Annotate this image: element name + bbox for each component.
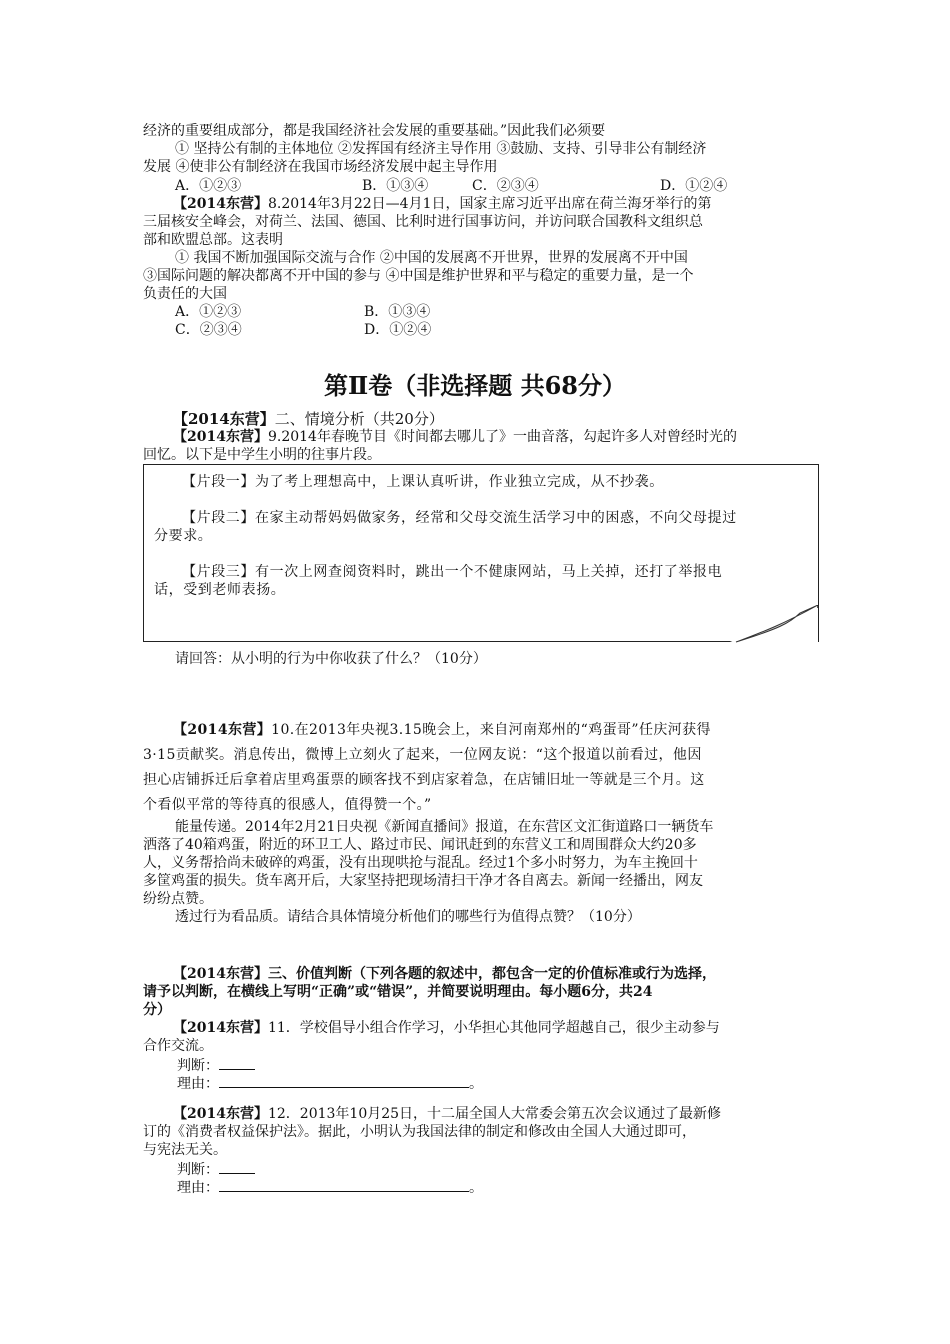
- fragments-box: [143, 464, 819, 642]
- part3-heading-line2: 请予以判断，在横线上写明“正确”或“错误”，并简要说明理由。每小题6分，共24: [143, 984, 653, 1000]
- q12-stem1: 12．2013年10月25日，十二届全国人大常委会第五次会议通过了最新修: [267, 1106, 722, 1122]
- q8-stem-line2: 三届核安全峰会，对荷兰、法国、德国、比利时进行国事访问，并访问联合国教科文组织总: [143, 214, 703, 230]
- q8-source-tag: 【2014东营】: [173, 196, 268, 212]
- q11-judgment-blank[interactable]: [219, 1055, 255, 1070]
- q9-question: 请回答：从小明的行为中你收获了什么？（10分）: [175, 651, 487, 667]
- q10-para1-line1: [173, 721, 711, 739]
- q11-end-mark: 。: [469, 1076, 483, 1092]
- q8-option-line3: 负责任的大国: [143, 286, 227, 302]
- fragment-1: 【片段一】为了考上理想高中，上课认真听讲，作业独立完成，从不抄袭。: [182, 474, 664, 490]
- q7-choice-a: A．①②③: [175, 178, 242, 194]
- q12-reason-label: 理由：: [177, 1180, 219, 1196]
- q12-judgment-label: 判断：: [177, 1162, 219, 1178]
- q8-option-line1: ① 我国不断加强国际交流与合作 ②中国的发展离不开世界，世界的发展离不开中国: [175, 250, 688, 266]
- q8-choice-c: C．②③④: [175, 322, 242, 338]
- q7-options-line2: 发展 ④使非公有制经济在我国市场经济发展中起主导作用: [143, 159, 498, 175]
- q11-stem-line1: [173, 1019, 720, 1037]
- q10-para2-line1: 能量传递。2014年2月21日央视《新闻直播间》报道，在东营区文汇街道路口一辆货车: [175, 819, 714, 835]
- fragment-2-line2: 分要求。: [154, 528, 213, 544]
- fragment-2-line1: 【片段二】在家主动帮妈妈做家务，经常和父母交流生活学习中的困惑，不向父母提过: [182, 510, 737, 526]
- q9-stem1: 9.2014年春晚节目《时间都去哪儿了》一曲音落，勾起许多人对曾经时光的: [267, 429, 737, 445]
- part3-heading-line1: [173, 965, 716, 983]
- q12-stem-line1: [173, 1105, 721, 1123]
- q10-para2-line3: 人，义务帮拾尚未破碎的鸡蛋，没有出现哄抢与混乱。经过1个多小时努力，为车主挽回十: [143, 855, 698, 871]
- q11-stem-line2: 合作交流。: [143, 1038, 213, 1054]
- q7-stem-tail: 经济的重要组成部分，都是我国经济社会发展的重要基础。”因此我们必须要: [143, 123, 606, 139]
- q8-choice-a: A．①②③: [175, 304, 242, 320]
- q11-reason-row: [177, 1073, 483, 1093]
- q9-stem-line1: [173, 428, 737, 446]
- q10-para1-line4: 个看似平常的等待真的很感人，值得赞一个。”: [143, 797, 432, 813]
- q11-reason-blank[interactable]: [219, 1073, 469, 1088]
- q7-choice-d: D．①②④: [660, 178, 728, 194]
- q11-judgment-row: [177, 1055, 255, 1075]
- q9-stem-line2: 回忆。以下是中学生小明的往事片段。: [143, 447, 381, 463]
- part3-heading-line3: 分）: [143, 1002, 171, 1018]
- q10-question: 透过行为看品质。请结合具体情境分析他们的哪些行为值得点赞？（10分）: [175, 909, 641, 925]
- q8-option-line2: ③国际问题的解决都离不开中国的参与 ④中国是维护世界和平与稳定的重要力量，是一个: [143, 268, 694, 284]
- part2-source-tag: 【2014东营】: [173, 410, 275, 428]
- q11-stem1: 11．学校倡导小组合作学习，小华担心其他同学超越自己，很少主动参与: [267, 1020, 720, 1036]
- q11-reason-label: 理由：: [177, 1076, 219, 1092]
- q12-judgment-row: [177, 1159, 255, 1179]
- q8-stem-line3: 部和欧盟总部。这表明: [143, 232, 283, 248]
- q8-choice-b: B．①③④: [364, 304, 431, 320]
- q12-reason-row: [177, 1177, 483, 1197]
- q12-stem-line3: 与宪法无关。: [143, 1142, 227, 1158]
- q7-options-line1: ① 坚持公有制的主体地位 ②发挥国有经济主导作用 ③鼓励、支持、引导非公有制经济: [175, 141, 707, 157]
- q10-para2-line4: 多筐鸡蛋的损失。货车离开后，大家坚持把现场清扫干净才各自离去。新闻一经播出，网友: [143, 873, 703, 889]
- q10-para1-line3: 担心店铺拆迁后拿着店里鸡蛋票的顾客找不到店家着急，在店铺旧址一等就是三个月。这: [143, 772, 705, 788]
- part3-line1: 三、价值判断（下列各题的叙述中，都包含一定的价值标准或行为选择，: [267, 966, 716, 982]
- q11-source-tag: 【2014东营】: [173, 1020, 268, 1036]
- q8-choice-d: D．①②④: [364, 322, 432, 338]
- q8-stem-line1: [173, 195, 712, 213]
- page-curl-icon: [730, 605, 822, 645]
- fragment-3-line2: 话，受到老师表扬。: [154, 582, 286, 598]
- part3-source-tag: 【2014东营】: [173, 966, 268, 982]
- q8-stem1: 8.2014年3月22日—4月1日，国家主席习近平出席在荷兰海牙举行的第: [267, 196, 712, 212]
- q12-stem-line2: 订的《消费者权益保护法》。据此，小明认为我国法律的制定和修改由全国人大通过即可，: [143, 1124, 696, 1140]
- q10-para2-line2: 洒落了40箱鸡蛋，附近的环卫工人、路过市民、闻讯赶到的东营义工和周围群众大约20多: [143, 837, 697, 853]
- q12-end-mark: 。: [469, 1180, 483, 1196]
- q10-p1a: 10.在2013年央视3.15晚会上，来自河南郑州的“鸡蛋哥”任庆河获得: [271, 722, 711, 738]
- q9-source-tag: 【2014东营】: [173, 429, 268, 445]
- q11-judgment-label: 判断：: [177, 1058, 219, 1074]
- part2-section-title: 二、情境分析（共20分）: [274, 410, 444, 428]
- q12-judgment-blank[interactable]: [219, 1159, 255, 1174]
- q10-source-tag: 【2014东营】: [173, 722, 272, 738]
- part2-title: 第Ⅱ卷（非选择题 共68分）: [324, 371, 626, 400]
- fragment-3-line1: 【片段三】有一次上网查阅资料时，跳出一个不健康网站，马上关掉，还打了举报电: [182, 564, 723, 580]
- part2-section-heading: [173, 410, 444, 428]
- q7-choice-b: B．①③④: [362, 178, 429, 194]
- q12-reason-blank[interactable]: [219, 1177, 469, 1192]
- q10-para2-line5: 纷纷点赞。: [143, 891, 213, 907]
- q12-source-tag: 【2014东营】: [173, 1106, 268, 1122]
- q10-para1-line2: 3·15贡献奖。消息传出，微博上立刻火了起来，一位网友说：“这个报道以前看过，他因: [143, 747, 702, 763]
- q7-choice-c: C．②③④: [472, 178, 539, 194]
